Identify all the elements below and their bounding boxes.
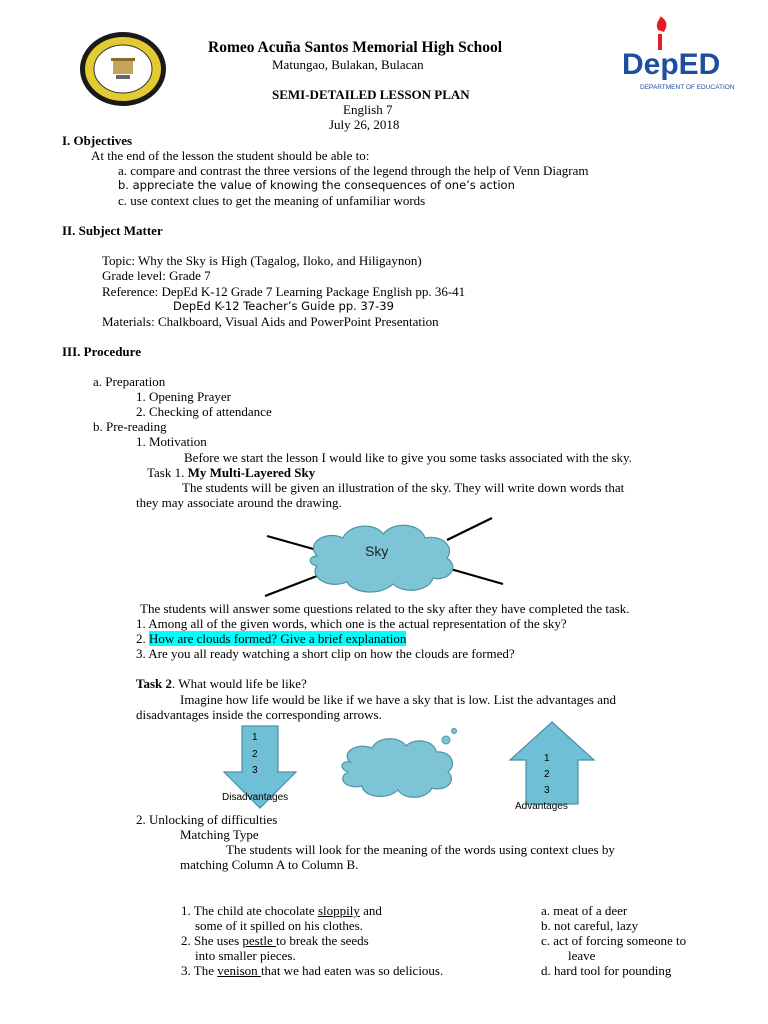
task2-line1: Imagine how life would be like if we have a sky that is low. List the advantages and <box>180 692 616 707</box>
column-b-item-a: a. meat of a deer <box>541 903 628 918</box>
task1-title: My Multi-Layered Sky <box>187 465 316 480</box>
column-b-item-c: c. act of forcing someone to <box>541 933 687 948</box>
matching-line1: The students will look for the meaning of the words using context clues by <box>226 842 615 857</box>
objectives-intro: At the end of the lesson the student should be able to: <box>91 148 370 163</box>
questions-intro: The students will answer some questions related to the sky after they have completed the task. <box>140 601 630 616</box>
item3-word: venison <box>217 963 261 978</box>
deped-logo <box>618 16 735 92</box>
subject-matter-heading: II. Subject Matter <box>62 223 163 238</box>
task1-label: Task 1. <box>147 465 185 480</box>
column-b-item-b: b. not careful, lazy <box>541 918 639 933</box>
task2-line2: disadvantages inside the corresponding arrows. <box>136 707 382 722</box>
plan-title: SEMI-DETAILED LESSON PLAN <box>272 87 470 102</box>
task2-label: Task 2 <box>136 676 173 691</box>
task1 <box>147 465 315 480</box>
question-2 <box>136 631 406 646</box>
materials: Materials: Chalkboard, Visual Aids and PowerPoint Presentation <box>102 314 439 329</box>
item1-word: sloppily <box>317 903 360 918</box>
deped-logo-text: DepED <box>622 48 721 81</box>
item2-text-post: to break the seeds <box>275 933 369 948</box>
sky-cloud-diagram <box>255 510 505 600</box>
up-arrow-num-3: 3 <box>544 785 550 796</box>
advantages-label: Advantages <box>515 801 568 812</box>
question-3: 3. Are you all ready watching a short clip on how the clouds are formed? <box>136 646 515 661</box>
plan-date: July 26, 2018 <box>329 117 400 132</box>
column-b-item-c-cont: leave <box>568 948 596 963</box>
matching-type: Matching Type <box>180 827 259 842</box>
column-a-item-2 <box>181 933 369 948</box>
column-a-item-3 <box>181 963 443 978</box>
objective-b: b. appreciate the value of knowing the consequences of one’s action <box>118 178 515 192</box>
column-a-item-1-cont: some of it spilled on his clothes. <box>195 918 363 933</box>
plan-subject: English 7 <box>343 102 393 117</box>
task2-title: . What would life be like? <box>172 676 307 691</box>
unlocking-difficulties: 2. Unlocking of difficulties <box>136 812 278 827</box>
question-1: 1. Among all of the given words, which one is the actual representation of the sky? <box>136 616 567 631</box>
task1-line1: The students will be given an illustration of the sky. They will write down words that <box>182 480 625 495</box>
opening-prayer: 1. Opening Prayer <box>136 389 231 404</box>
procedure-heading: III. Procedure <box>62 344 141 359</box>
motivation: 1. Motivation <box>136 434 207 449</box>
item1-text-pre: 1. The child ate chocolate <box>181 903 318 918</box>
column-a-item-1 <box>181 903 382 918</box>
reference-2: DepEd K-12 Teacher’s Guide pp. 37-39 <box>173 299 394 313</box>
arrows-diagram <box>200 720 620 820</box>
item2-word: pestle <box>242 933 276 948</box>
topic: Topic: Why the Sky is High (Tagalog, Iloko, and Hiligaynon) <box>102 253 422 268</box>
objective-a: a. compare and contrast the three versions of the legend through the help of Venn Diagram <box>118 163 589 178</box>
disadvantages-label: Disadvantages <box>222 792 289 803</box>
down-arrow-num-2: 2 <box>252 749 258 760</box>
down-arrow-num-3: 3 <box>252 765 258 776</box>
task1-line2: they may associate around the drawing. <box>136 495 342 510</box>
motivation-text: Before we start the lesson I would like to give you some tasks associated with the sky. <box>184 450 632 465</box>
advantages-arrow <box>510 722 594 804</box>
item3-text-post: that we had eaten was so delicious. <box>260 963 444 978</box>
checking-attendance: 2. Checking of attendance <box>136 404 272 419</box>
sky-label: Sky <box>365 543 389 559</box>
middle-cloud <box>342 739 452 798</box>
school-seal-logo <box>78 30 168 108</box>
item2-text-pre: 2. She uses <box>181 933 243 948</box>
question-2-number: 2. <box>136 631 146 646</box>
up-arrow-num-2: 2 <box>544 769 550 780</box>
objective-c: c. use context clues to get the meaning of unfamiliar words <box>118 193 426 208</box>
matching-line2: matching Column A to Column B. <box>180 857 359 872</box>
grade-level: Grade level: Grade 7 <box>102 268 211 283</box>
task2 <box>136 676 307 691</box>
reference-1: Reference: DepEd K-12 Grade 7 Learning Package English pp. 36-41 <box>102 284 466 299</box>
pre-reading: b. Pre-reading <box>93 419 167 434</box>
up-arrow-num-1: 1 <box>544 753 550 764</box>
item3-text-pre: 3. The <box>181 963 218 978</box>
school-address: Matungao, Bulakan, Bulacan <box>272 57 424 72</box>
column-b-item-d: d. hard tool for pounding <box>541 963 672 978</box>
item1-text-post: and <box>359 903 382 918</box>
preparation: a. Preparation <box>93 374 166 389</box>
school-name: Romeo Acuña Santos Memorial High School <box>208 39 503 56</box>
down-arrow-num-1: 1 <box>252 732 258 743</box>
deped-logo-sub: DEPARTMENT OF EDUCATION <box>640 84 735 91</box>
column-a-item-2-cont: into smaller pieces. <box>195 948 296 963</box>
question-2-text: How are clouds formed? Give a brief explanation <box>149 631 407 646</box>
objectives-heading: I. Objectives <box>62 133 133 148</box>
